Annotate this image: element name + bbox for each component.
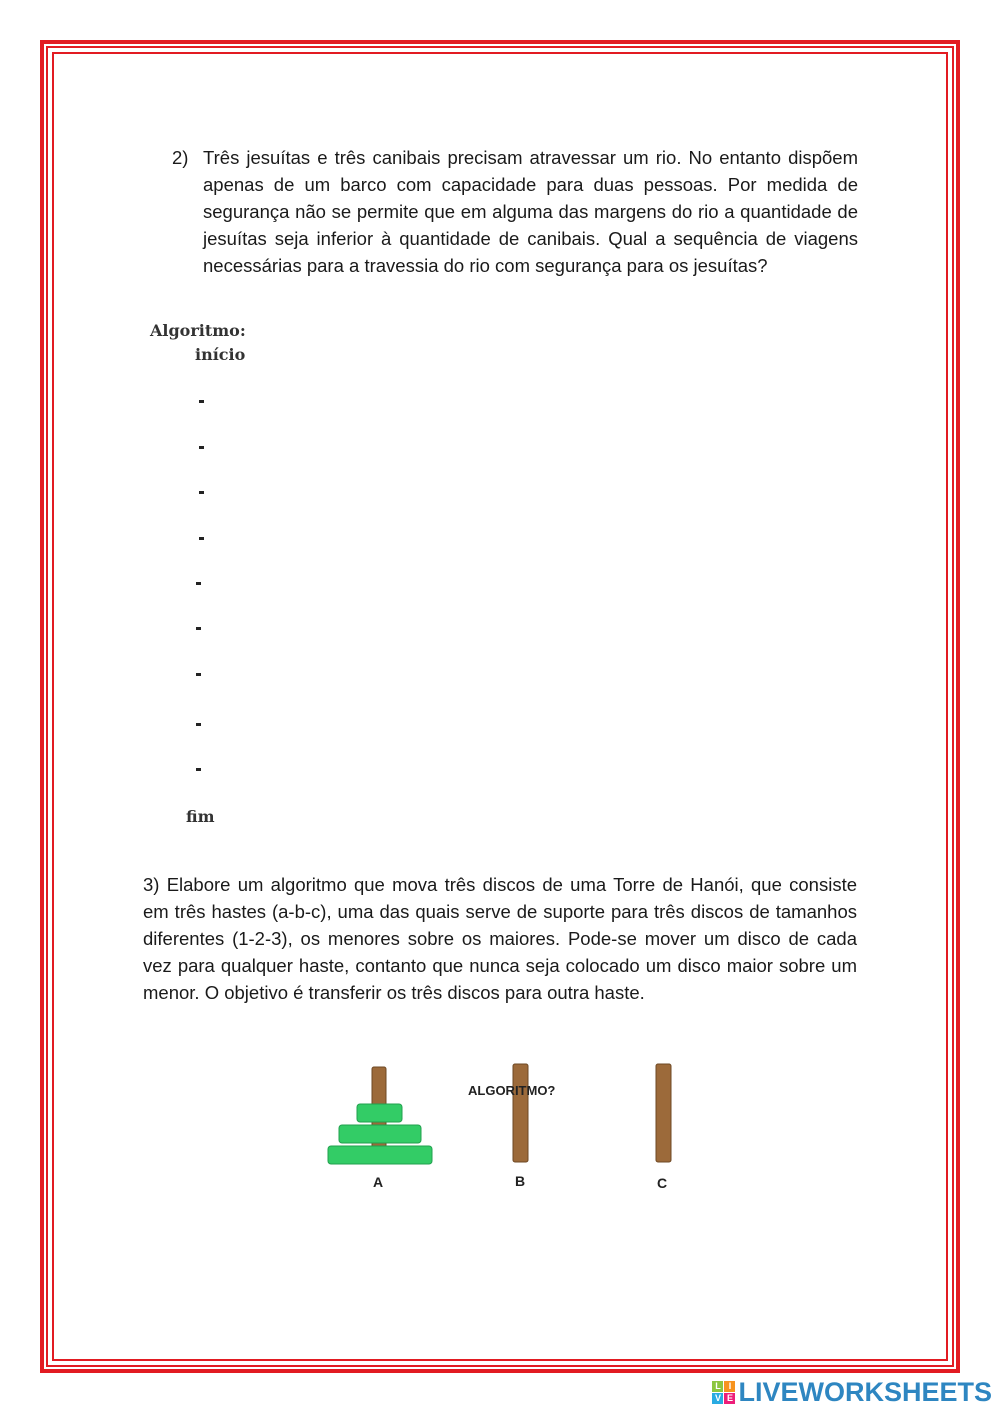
rod-label-b: B: [515, 1173, 526, 1189]
algorithm-step-dash: [199, 491, 204, 494]
algorithm-step-dash: [196, 673, 201, 676]
tower-of-hanoi-figure: [300, 1050, 720, 1200]
disk-3: [328, 1146, 432, 1164]
logo-badge-letter: L: [712, 1381, 723, 1392]
question-3-text: 3) Elabore um algoritmo que mova três discos de uma Torre de Hanói, que consiste em três hastes (a-b-c), uma das quais serve de suporte para três discos de tamanhos diferentes (1-2-3), os menores sobre os maiores. Pode-se mover um disco de cada vez para qualquer haste, contanto que nunca seja colocado um disco maior sobre um menor. O objetivo é transferir os três discos para outra haste.: [143, 874, 857, 1003]
algorithm-step-dash: [199, 400, 204, 403]
logo-text: LIVEWORKSHEETS: [738, 1376, 992, 1407]
logo-badge-letter: I: [724, 1381, 735, 1392]
liveworksheets-logo[interactable]: [712, 1377, 992, 1407]
algorithm-start: início: [195, 345, 246, 364]
algorithm-step-dash: [199, 537, 204, 540]
algorithm-end: fim: [186, 807, 215, 826]
question-2: [172, 144, 858, 279]
disk-1: [357, 1104, 402, 1122]
logo-badge-icon: [712, 1381, 735, 1404]
rod-b: [513, 1064, 528, 1162]
question-2-number: 2): [172, 147, 189, 168]
logo-badge-letter: V: [712, 1393, 723, 1404]
rod-label-a: A: [373, 1174, 384, 1190]
algorithm-step-dash: [196, 768, 201, 771]
algorithm-step-dash: [196, 627, 201, 630]
algorithm-step-dash: [199, 446, 204, 449]
disk-2: [339, 1125, 421, 1143]
question-2-text: Três jesuítas e três canibais precisam atravessar um rio. No entanto dispõem apenas de um barco com capacidade para duas pessoas. Por medida de segurança não se permite que em alguma das margens do rio a quantidade de jesuítas seja inferior à quantidade de canibais. Qual a sequência de viagens necessárias para a travessia do rio com segurança para os jesuítas?: [203, 147, 858, 276]
logo-badge-letter: E: [724, 1393, 735, 1404]
rod-label-c: C: [657, 1175, 668, 1191]
hanoi-caption: ALGORITMO?: [468, 1083, 556, 1098]
algorithm-step-dash: [196, 723, 201, 726]
algorithm-title: Algoritmo:: [150, 321, 246, 340]
rod-c: [656, 1064, 671, 1162]
algorithm-step-dash: [196, 582, 201, 585]
